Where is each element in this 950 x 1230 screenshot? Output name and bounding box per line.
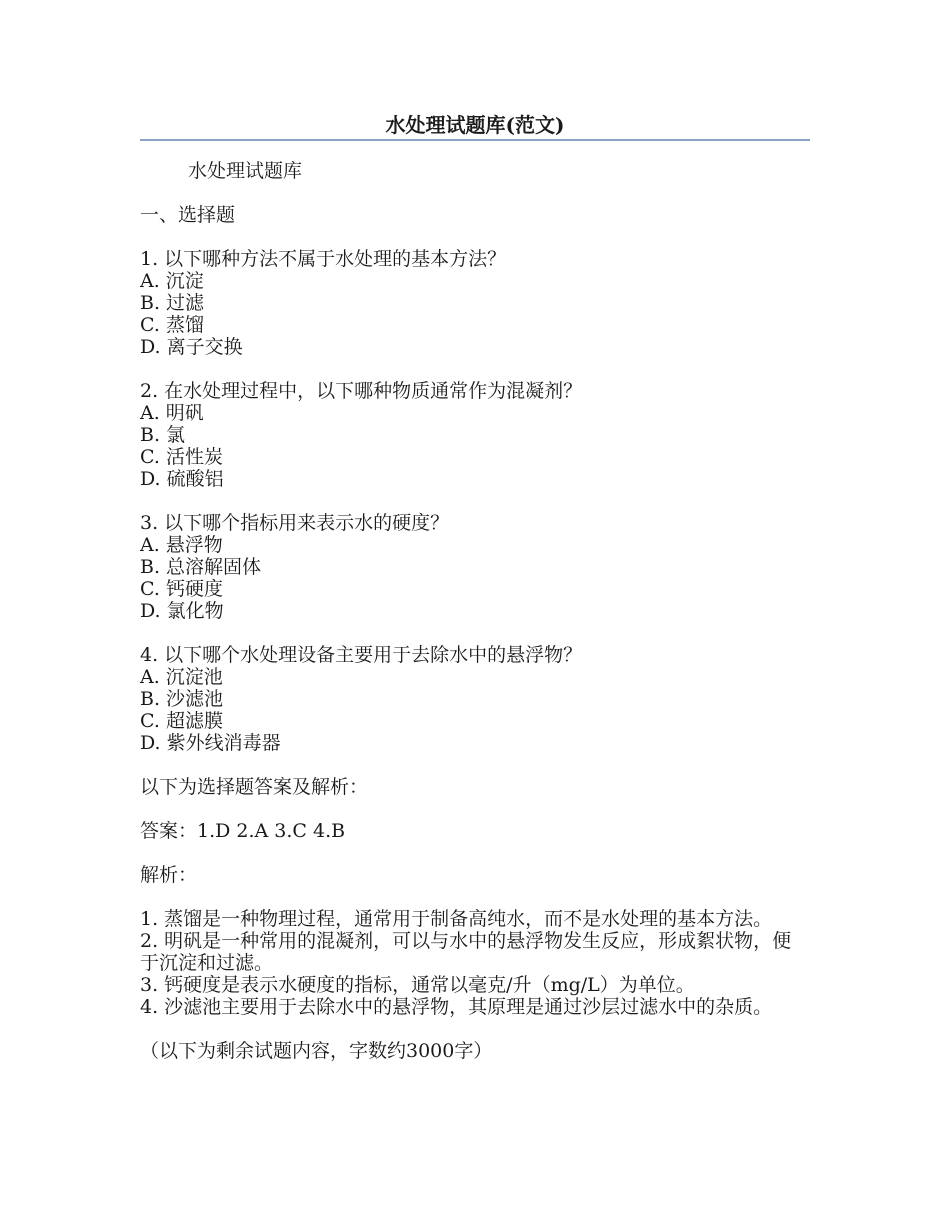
option: C. 钙硬度 [140,578,223,600]
option: B. 氯 [140,424,186,446]
analysis-list [140,908,810,1018]
analysis-item: 3. 钙硬度是表示水硬度的指标，通常以毫克/升（mg/L）为单位。 [140,974,695,996]
option: D. 硫酸铝 [140,468,224,490]
document-body [140,160,810,1062]
subtitle: 水处理试题库 [188,160,303,182]
analysis-item: 4. 沙滤池主要用于去除水中的悬浮物，其原理是通过沙层过滤水中的杂质。 [140,996,773,1018]
question-block [140,512,810,622]
question-block [140,248,810,358]
option: A. 悬浮物 [140,534,223,556]
analysis-item: 1. 蒸馏是一种物理过程，通常用于制备高纯水，而不是水处理的基本方法。 [140,908,773,930]
question-text: 4. 以下哪个水处理设备主要用于去除水中的悬浮物？ [140,644,583,666]
option: C. 活性炭 [140,446,223,468]
option: B. 总溶解固体 [140,556,262,578]
question-text: 3. 以下哪个指标用来表示水的硬度？ [140,512,450,534]
document-title: 水处理试题库(范文) [385,113,565,137]
option: B. 过滤 [140,292,205,314]
question-block [140,644,810,754]
title-divider [140,139,810,141]
answers-intro: 以下为选择题答案及解析： [140,776,369,798]
question-text: 1. 以下哪种方法不属于水处理的基本方法？ [140,248,507,270]
analysis-item: 2. 明矾是一种常用的混凝剂，可以与水中的悬浮物发生反应，形成絮状物，便于沉淀和过滤。 [140,930,792,974]
question-block [140,380,810,490]
option: B. 沙滤池 [140,688,224,710]
option: A. 沉淀池 [140,666,223,688]
question-text: 2. 在水处理过程中，以下哪种物质通常作为混凝剂？ [140,380,583,402]
option: A. 沉淀 [140,270,204,292]
option: D. 离子交换 [140,336,243,358]
option: A. 明矾 [140,402,204,424]
analysis-heading: 解析： [140,864,198,886]
option: D. 紫外线消毒器 [140,732,281,754]
option: D. 氯化物 [140,600,224,622]
option: C. 蒸馏 [140,314,204,336]
answer-key: 答案：1.D 2.A 3.C 4.B [140,820,346,842]
section-heading: 一、选择题 [140,204,236,226]
remaining-note: （以下为剩余试题内容，字数约3000字） [140,1040,493,1062]
option: C. 超滤膜 [140,710,223,732]
